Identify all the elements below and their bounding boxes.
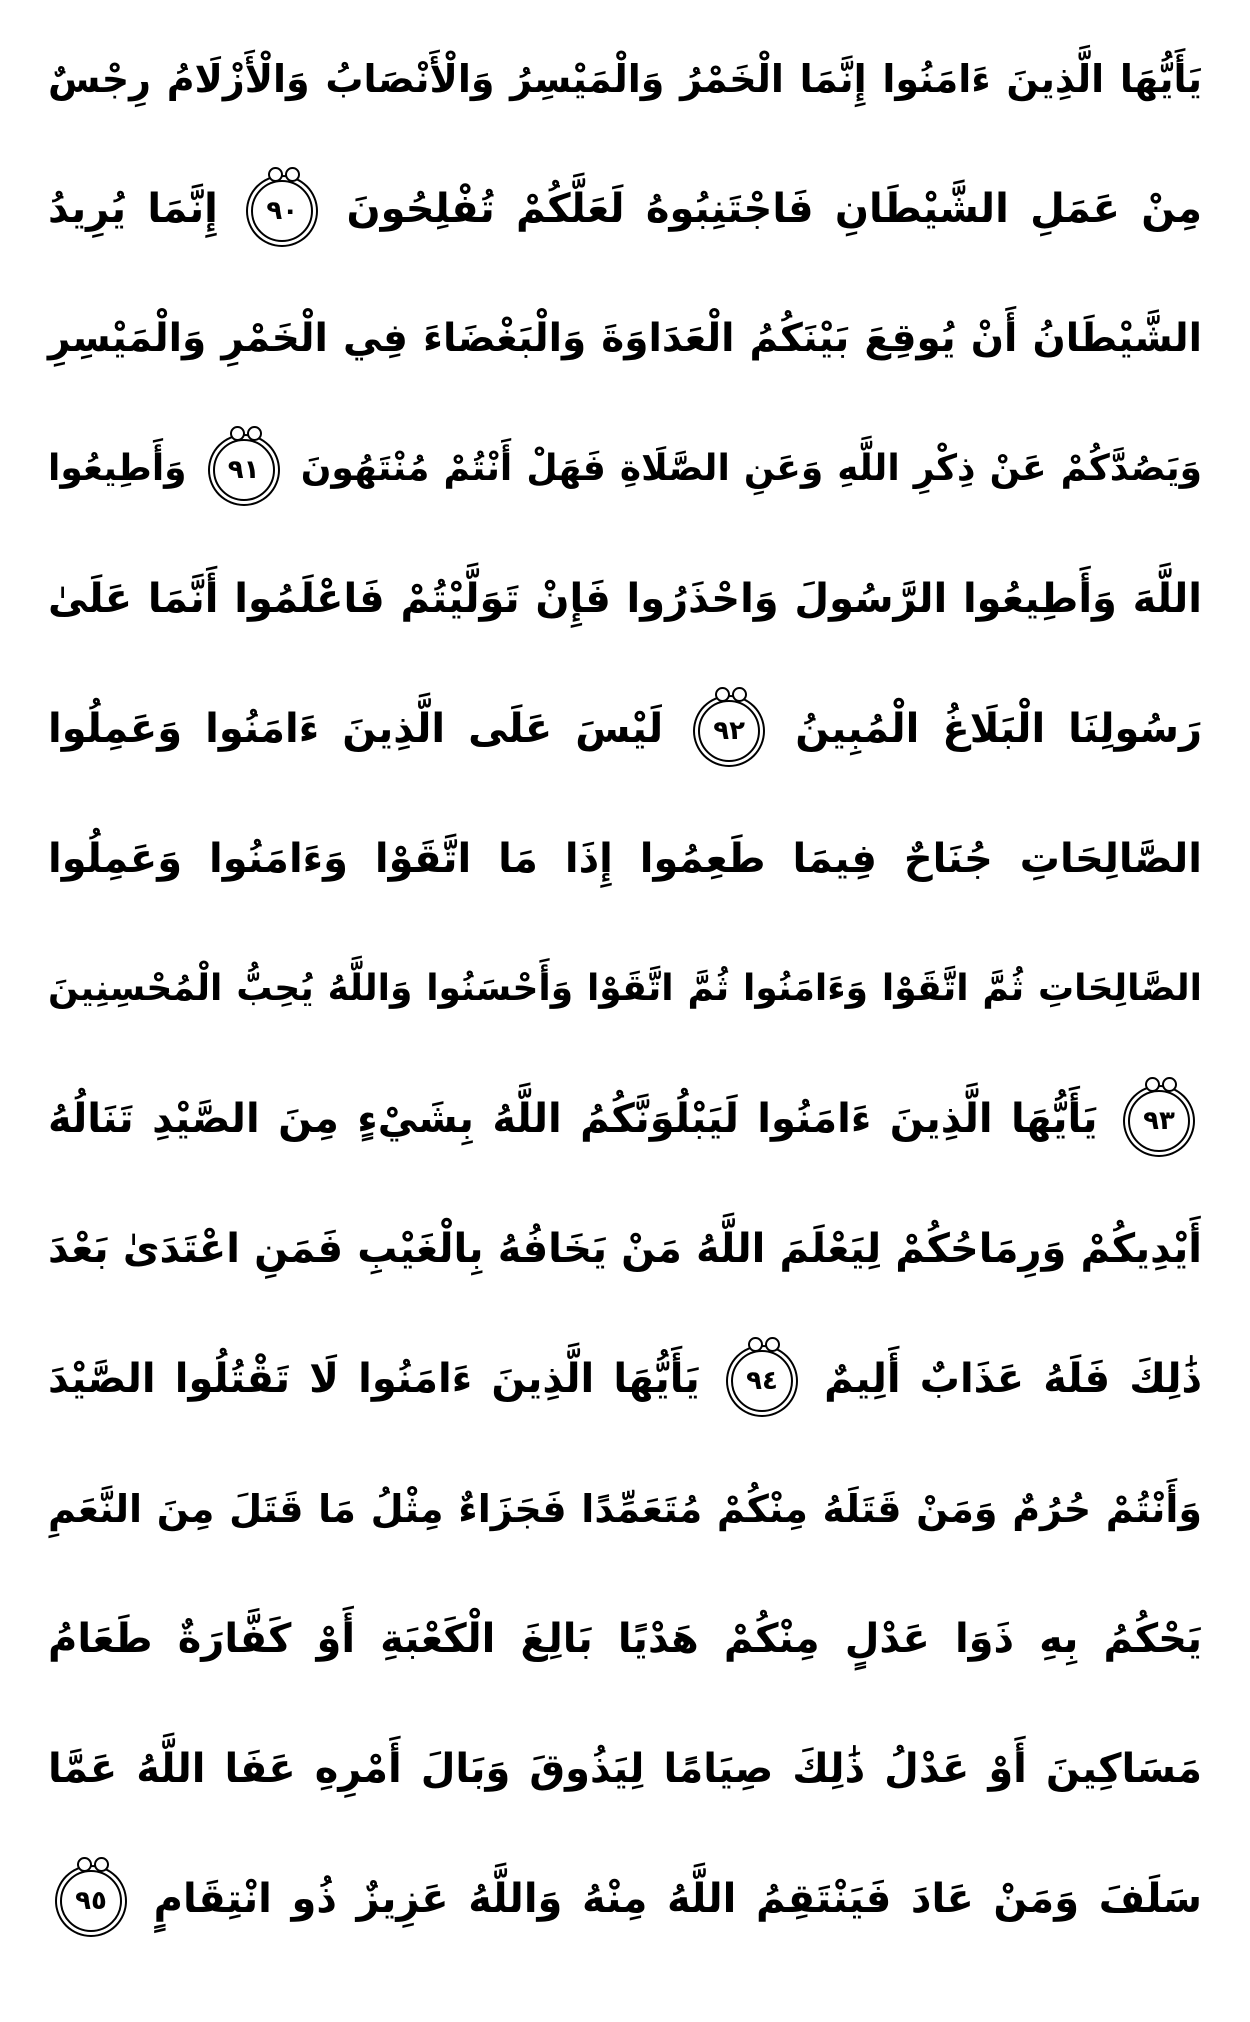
quran-line xyxy=(48,1054,1202,1184)
ayah-text: ذَٰلِكَ فَلَهُ عَذَابٌ أَلِيمٌ xyxy=(824,1356,1202,1402)
ayah-lines-container xyxy=(48,14,1202,1964)
ayah-end-marker-icon xyxy=(251,180,313,242)
ayah-number: ٩٥ xyxy=(75,1886,107,1916)
ayah-text: أَيْدِيكُمْ وَرِمَاحُكُمْ لِيَعْلَمَ اللَّهُ مَنْ يَخَافُهُ بِالْغَيْبِ فَمَنِ اعْتَدَىٰ بَعْدَ xyxy=(48,1226,1202,1272)
quran-line xyxy=(48,1574,1202,1704)
ayah-text: اللَّهَ وَأَطِيعُوا الرَّسُولَ وَاحْذَرُوا فَإِنْ تَوَلَّيْتُمْ فَاعْلَمُوا أَنَّمَا عَلَىٰ xyxy=(48,576,1202,622)
ayah-number: ٩٠ xyxy=(266,196,299,226)
ayah-text: رَسُولِنَا الْبَلَاغُ الْمُبِينُ xyxy=(795,706,1202,752)
quran-line xyxy=(48,794,1202,924)
quran-line xyxy=(48,404,1202,534)
quran-line xyxy=(48,144,1202,274)
ayah-end-marker-icon xyxy=(698,700,760,762)
ayah-text: سَلَفَ وَمَنْ عَادَ فَيَنْتَقِمُ اللَّهُ مِنْهُ وَاللَّهُ عَزِيزٌ ذُو انْتِقَامٍ xyxy=(153,1876,1202,1922)
ayah-number: ٩٢ xyxy=(713,716,746,746)
ayah-text: مِنْ عَمَلِ الشَّيْطَانِ فَاجْتَنِبُوهُ لَعَلَّكُمْ تُفْلِحُونَ xyxy=(346,186,1202,232)
quran-line xyxy=(48,1834,1202,1964)
ayah-text: لَيْسَ عَلَى الَّذِينَ ءَامَنُوا وَعَمِلُوا xyxy=(48,706,664,752)
ayah-text: إِنَّمَا يُرِيدُ xyxy=(48,186,218,232)
ayah-text: الشَّيْطَانُ أَنْ يُوقِعَ بَيْنَكُمُ الْعَدَاوَةَ وَالْبَغْضَاءَ فِي الْخَمْرِ وَالْمَيْسِرِ xyxy=(48,316,1202,361)
ayah-number: ٩٣ xyxy=(1143,1106,1175,1136)
ayah-text: مَسَاكِينَ أَوْ عَدْلُ ذَٰلِكَ صِيَامًا لِيَذُوقَ وَبَالَ أَمْرِهِ عَفَا اللَّهُ عَمَّا xyxy=(48,1746,1202,1792)
quran-line xyxy=(48,1314,1202,1444)
ayah-end-marker-icon xyxy=(1128,1090,1190,1152)
ayah-number: ٩٤ xyxy=(746,1366,778,1396)
ayah-end-marker-icon xyxy=(213,439,275,501)
quran-line xyxy=(48,534,1202,664)
quran-line xyxy=(48,1444,1202,1574)
quran-line xyxy=(48,14,1202,144)
ayah-text: يَأَيُّهَا الَّذِينَ ءَامَنُوا إِنَّمَا الْخَمْرُ وَالْمَيْسِرُ وَالْأَنْصَابُ وَالْأَزْلَامُ رِجْسٌ xyxy=(48,57,1202,101)
quran-line xyxy=(48,924,1202,1054)
ayah-text: وَأَنْتُمْ حُرُمٌ وَمَنْ قَتَلَهُ مِنْكُمْ مُتَعَمِّدًا فَجَزَاءٌ مِثْلُ مَا قَتَلَ مِنَ النَّعَمِ xyxy=(48,1487,1202,1531)
ayah-end-marker-icon xyxy=(731,1350,793,1412)
ayah-end-marker-icon xyxy=(60,1870,122,1932)
ayah-text: وَأَطِيعُوا xyxy=(48,448,187,489)
ayah-text: يَأَيُّهَا الَّذِينَ ءَامَنُوا لَيَبْلُوَنَّكُمُ اللَّهُ بِشَيْءٍ مِنَ الصَّيْدِ تَنَالُهُ xyxy=(48,1096,1098,1142)
quran-line xyxy=(48,1704,1202,1834)
ayah-text: الصَّالِحَاتِ ثُمَّ اتَّقَوْا وَءَامَنُوا ثُمَّ اتَّقَوْا وَأَحْسَنُوا وَاللَّهُ يُحِبُّ الْمُحْسِنِينَ xyxy=(48,968,1202,1009)
ayah-text: يَأَيُّهَا الَّذِينَ ءَامَنُوا لَا تَقْتُلُوا الصَّيْدَ xyxy=(48,1356,700,1402)
ayah-text: الصَّالِحَاتِ جُنَاحٌ فِيمَا طَعِمُوا إِذَا مَا اتَّقَوْا وَءَامَنُوا وَعَمِلُوا xyxy=(48,836,1202,882)
ayah-number: ٩١ xyxy=(227,455,260,485)
quran-line xyxy=(48,274,1202,404)
quran-line xyxy=(48,664,1202,794)
quran-line xyxy=(48,1184,1202,1314)
ayah-text: وَيَصُدَّكُمْ عَنْ ذِكْرِ اللَّهِ وَعَنِ الصَّلَاةِ فَهَلْ أَنْتُمْ مُنْتَهُونَ xyxy=(300,448,1202,489)
ayah-text: يَحْكُمُ بِهِ ذَوَا عَدْلٍ مِنْكُمْ هَدْيًا بَالِغَ الْكَعْبَةِ أَوْ كَفَّارَةٌ طَعَامُ xyxy=(48,1616,1202,1662)
